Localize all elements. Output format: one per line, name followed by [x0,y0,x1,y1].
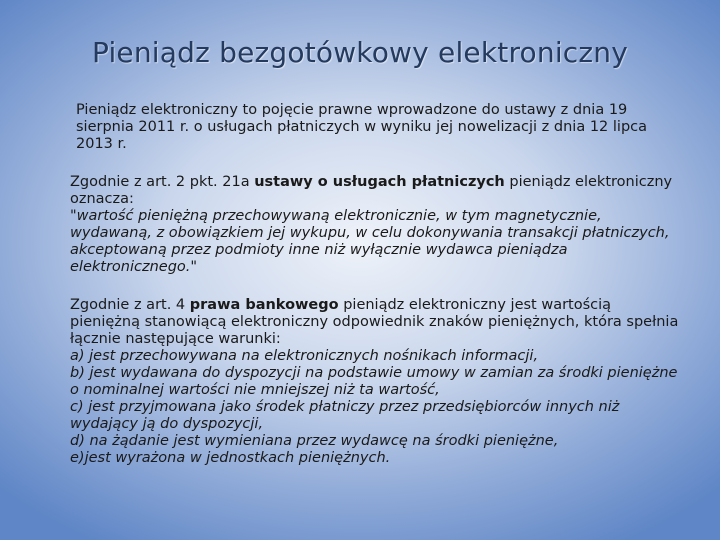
definition-text: Pieniądz elektroniczny to pojęcie prawne wprowadzone do ustawy z dnia 19 sierpnia 2011 r. o usługach płatniczych w wyniku jej nowelizacji z dnia 12 lipca 2013 r. [76,102,648,152]
condition-c-text: c) jest przyjmowana jako środek płatniczy przez przedsiębiorców innych niż wydający ją do dyspozycji, [70,399,620,432]
payment-act-intro [70,174,682,208]
slide-title: Pieniądz bezgotówkowy elektroniczny [91,36,629,69]
condition-c [70,399,682,433]
banking-law-intro-a: Zgodnie z art. 4 [70,297,190,313]
condition-d-text: d) na żądanie jest wymieniana przez wydawcę na środki pieniężne, [70,433,559,449]
condition-b-text: b) jest wydawana do dyspozycji na podstawie umowy w zamian za środki pieniężne o nominalnej wartości nie mniejszej niż ta wartość, [70,365,678,398]
condition-b [70,365,682,399]
banking-law-name: prawa bankowego [189,297,339,313]
banking-law-intro-b: pieniądz elektroniczny jest wartością pieniężną stanowiącą elektroniczny odpowiednik znaków pieniężnych, która spełnia łącznie następujące warunki: [70,297,679,347]
quote-text: "wartość pieniężną przechowywaną elektronicznie, w tym magnetycznie, wydawaną, z obowiązkiem jej wykupu, w celu dokonywania transakcji płatniczych, akceptowaną przez podmioty inne niż wyłącznie wydawca pieniądza elektronicznego." [70,208,670,275]
payment-act-intro-b: pieniądz elektroniczny oznacza: [70,174,673,207]
condition-e-text: e)jest wyrażona w jednostkach pieniężnych. [70,450,391,466]
paragraph-payment-services-act [70,174,682,276]
condition-e [70,450,682,467]
condition-a [70,348,682,365]
payment-act-quote [70,208,682,276]
condition-d [70,433,682,450]
payment-act-name: ustawy o usługach płatniczych [254,174,505,190]
paragraph-definition [70,102,682,153]
paragraph-banking-law [70,297,682,467]
condition-a-text: a) jest przechowywana na elektronicznych nośnikach informacji, [70,348,539,364]
slide-body [70,102,682,488]
banking-law-intro [70,297,682,348]
payment-act-intro-a: Zgodnie z art. 2 pkt. 21a [70,174,255,190]
